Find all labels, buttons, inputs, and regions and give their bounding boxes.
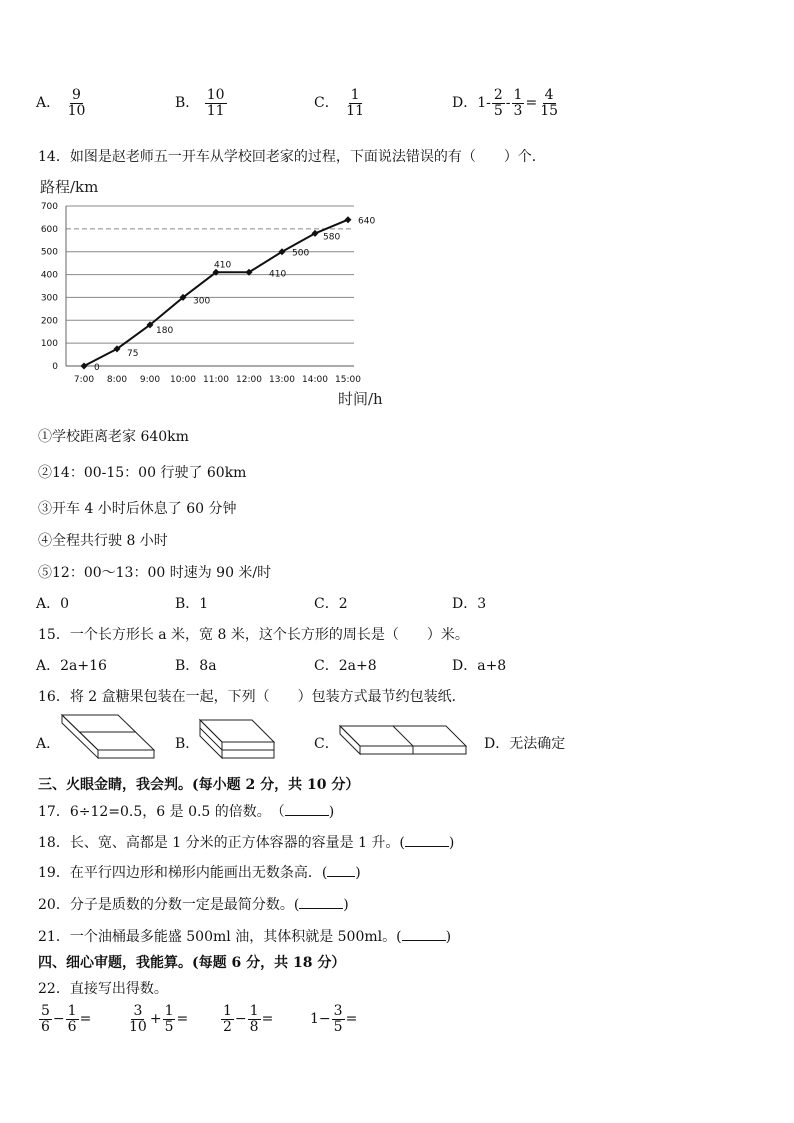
data-label: 75 [127,348,139,359]
y-tick-label: 400 [40,270,58,281]
q13-option-d [452,88,561,118]
q14-statement-3: ③开车 4 小时后休息了 60 分钟 [38,501,237,517]
fraction [248,1004,261,1034]
q22-stem: 22．直接写出得数。 [38,981,168,997]
y-tick-label: 500 [40,247,58,258]
numerator: 1 [249,1003,259,1019]
numerator: 1 [223,1003,232,1019]
q20-text: 20．分子是质数的分数一定是最简分数。( [38,897,300,913]
fraction [39,1004,52,1034]
close-paren: ) [328,804,335,820]
q16-stem: 16．将 2 盒糖果包装在一起，下列（ ）包装方式最节约包装纸． [38,689,466,705]
denominator: 2 [223,1018,232,1035]
q15-option-a: A．2a+16 [36,658,107,674]
y-tick-label: 100 [40,339,58,350]
option-label: B． [175,95,200,112]
q22-expression-4 [310,1004,357,1034]
numerator: 3 [333,1003,343,1019]
fraction [163,1004,176,1034]
expr-text: 1− [310,1011,331,1028]
q22-expression-1 [38,1004,91,1034]
fraction [66,1004,79,1034]
q15-option-c: C．2a+8 [314,658,377,674]
fraction [538,88,560,118]
section-3-heading: 三、火眼金睛，我会判。(每小题 2 分，共 10 分） [38,777,360,793]
x-tick-label: 7:00 [73,375,95,385]
q18 [38,832,454,852]
denominator: 10 [67,102,86,119]
x-tick-label: 9:00 [139,375,161,385]
numerator: 1 [513,87,523,103]
x-tick-labels [74,375,361,385]
x-tick-label: 10:00 [170,375,196,385]
q21 [38,926,451,946]
distance-time-chart [30,172,400,412]
answer-blank[interactable] [299,908,343,909]
denominator: 5 [333,1018,343,1035]
numerator: 5 [41,1003,50,1019]
q13-option-a [36,88,88,118]
box-figure-c [336,722,470,760]
data-label: 640 [358,216,376,227]
numerator: 2 [493,87,503,103]
denominator: 15 [540,102,559,119]
data-label: 410 [214,260,232,271]
answer-blank[interactable] [285,815,329,816]
q13-option-c [314,88,367,118]
q22-expression-2 [126,1004,188,1034]
denominator: 3 [513,102,523,119]
q14-option-b: B．1 [175,596,209,612]
denominator: 6 [41,1018,50,1035]
data-label: 580 [323,232,341,243]
data-label: 500 [292,248,310,259]
x-tick-label: 12:00 [236,375,262,385]
q14-option-a: A．0 [36,596,70,612]
option-label: C． [314,95,339,112]
fraction [66,88,88,118]
q14-statement-5: ⑤12：00～13：00 时速为 90 米/时 [38,565,272,581]
data-labels [94,217,375,373]
y-tick-label: 0 [52,362,58,372]
denominator: 11 [206,102,225,119]
x-tick-label: 8:00 [106,375,128,385]
equals: = [261,1011,274,1028]
gridlines [66,206,354,366]
answer-blank[interactable] [327,876,355,877]
data-point [345,216,352,223]
x-tick-label: 11:00 [203,375,229,385]
denominator: 5 [493,102,503,119]
q16-option-b: B． [175,736,200,752]
option-label: D． [452,95,478,112]
option-label: A． [36,95,61,112]
answer-blank[interactable] [405,846,449,847]
q21-text: 21．一个油桶最多能盛 500ml 油，其体积就是 500ml。( [38,929,402,945]
q19-text: 19．在平行四边形和梯形内能画出无数条高．( [38,865,328,881]
q13-option-b [175,88,228,118]
numerator: 3 [133,1003,143,1019]
q17-text: 17．6÷12=0.5，6 是 0.5 的倍数。 （ [38,804,285,820]
fraction [205,88,227,118]
close-paren: ) [448,835,455,851]
q14-option-c: C．2 [314,596,348,612]
denominator: 6 [67,1018,77,1035]
y-tick-label: 300 [40,293,58,304]
answer-blank[interactable] [402,940,446,941]
series-line [84,220,348,366]
numerator: 1 [350,87,360,103]
fraction [344,88,366,118]
numerator: 9 [72,87,81,103]
x-axis-label: 时间/h [338,390,383,408]
q16-option-d: D．无法确定 [484,736,566,752]
numerator: 1 [164,1003,174,1019]
denominator: 8 [249,1018,259,1035]
q14-statement-2: ②14：00-15：00 行驶了 60km [38,465,247,481]
equals: = [79,1011,92,1028]
data-label: 410 [269,269,287,280]
q16-option-a: A． [36,736,61,752]
q14-stem: 14．如图是赵老师五一开车从学校回老家的过程，下面说法错误的有（ ）个． [38,149,546,165]
q14-statement-1: ①学校距离老家 640km [38,429,189,445]
fraction [127,1004,149,1034]
fraction [512,88,525,118]
x-tick-label: 14:00 [302,375,328,385]
x-tick-label: 13:00 [269,375,295,385]
expr-text: 1- [477,95,491,112]
numerator: 1 [67,1003,77,1019]
x-tick-label: 15:00 [335,375,361,385]
close-paren: ) [355,865,361,881]
fraction [221,1004,234,1034]
numerator: 4 [544,87,554,103]
operator: − [52,1011,65,1028]
operator: − [234,1011,247,1028]
data-point [81,363,88,370]
y-tick-labels [41,202,58,372]
q19 [38,862,361,882]
fraction [492,88,505,118]
q22-expression-3 [220,1004,273,1034]
operator: + [149,1011,162,1028]
close-paren: ) [343,897,349,913]
expr-text: = [525,95,538,112]
q14-option-d: D．3 [452,596,487,612]
close-paren: ) [445,929,452,945]
section-4-heading: 四、细心审题，我能算。(每题 6 分，共 18 分） [38,955,346,971]
q15-option-b: B．8a [175,658,217,674]
y-tick-label: 600 [40,224,58,235]
q15-option-d: D．a+8 [452,658,507,674]
q16-option-c: C． [314,736,339,752]
q15-stem: 15．一个长方形长 a 米，宽 8 米，这个长方形的周长是（ ）米。 [38,627,469,643]
data-label: 180 [156,325,174,336]
denominator: 5 [164,1018,174,1035]
box-figure-b [196,716,278,764]
y-axis-label: 路程/km [40,178,99,196]
equals: = [176,1011,189,1028]
numerator: 10 [206,87,225,103]
data-label: 0 [94,363,100,373]
equals: = [345,1011,358,1028]
expr-text: - [505,95,511,112]
fraction [332,1004,345,1034]
denominator: 11 [346,102,364,119]
q17 [38,801,334,821]
q14-statement-4: ④全程共行驶 8 小时 [38,533,168,549]
denominator: 10 [129,1018,147,1035]
y-tick-label: 700 [40,202,58,212]
data-label: 300 [193,296,211,307]
q18-text: 18．长、宽、高都是 1 分米的正方体容器的容量是 1 升。( [38,835,405,851]
y-tick-label: 200 [40,316,58,327]
q20 [38,894,349,914]
box-figure-a [58,712,158,770]
